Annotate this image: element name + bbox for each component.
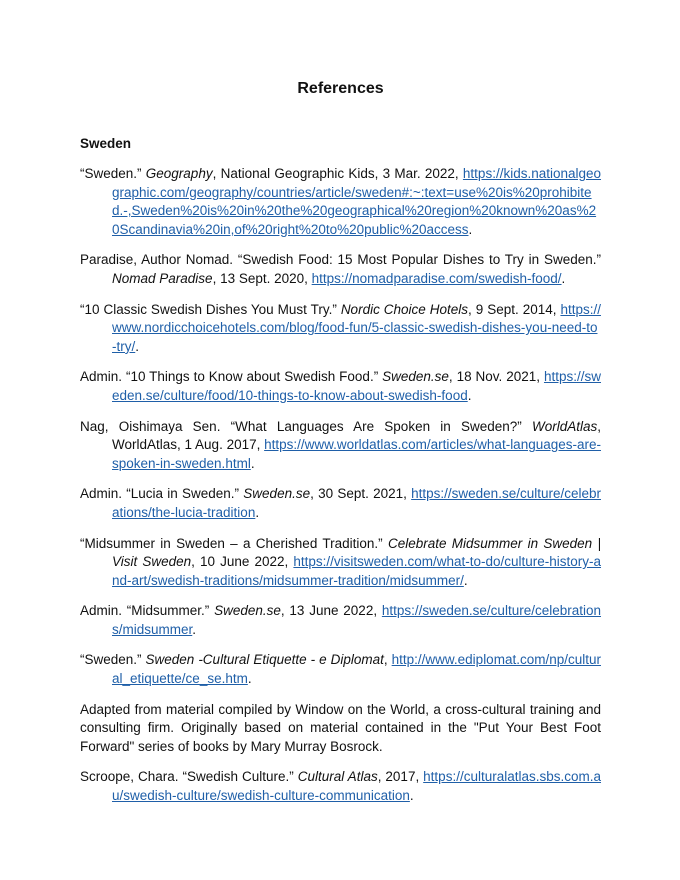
reference-entry (80, 368, 601, 405)
source-title: Geography (145, 166, 213, 181)
reference-entry (80, 301, 601, 357)
citation-details: , 2017, (377, 769, 424, 785)
citation-details: , 9 Sept. 2014, (468, 301, 561, 317)
citation-text: Nag, Oishimaya Sen. “What Languages Are Spoken in Sweden?” (80, 418, 532, 434)
citation-text: “Sweden.” (80, 166, 146, 181)
reference-entry (80, 485, 601, 522)
citation-text: “Midsummer in Sweden – a Cherished Tradition.” (80, 535, 388, 551)
reference-entry (80, 768, 601, 805)
citation-details: , 18 Nov. 2021, (448, 369, 544, 385)
citation-details: , 13 Sept. 2020, (212, 270, 312, 286)
citation-text: “10 Classic Swedish Dishes You Must Try.” (80, 301, 341, 317)
citation-text: Admin. “10 Things to Know about Swedish Food.” (80, 369, 383, 385)
reference-link[interactable]: https://nomadparadise.com/swedish-food/ (311, 270, 562, 286)
reference-entry (80, 535, 601, 591)
source-title: Sweden -Cultural Etiquette - e Diplomat (145, 652, 384, 668)
citation-details: , 30 Sept. 2021, (310, 486, 412, 502)
citation-details: , 10 June 2022, (191, 554, 294, 570)
source-title: Sweden.se (243, 486, 311, 502)
adaptation-note: Adapted from material compiled by Window on the World, a cross-cultural training and consulting firm. Originally based on material contained in the "Put Your Best Foot Forward" series of books by Mary Murray Bosrock. (80, 701, 601, 754)
reference-link[interactable]: https://www.worldatlas.com/articles/what-languages-are-spoken-in-sweden.html (112, 437, 601, 471)
reference-link[interactable]: https://kids.nationalgeographic.com/geography/countries/article/sweden#:~:text=use%20is%20prohibited.-,Sweden%20is%20in%20the%20geographical%20region%20known%20as%20Scandinavia%20in,of%20right%20to%20public%20access (112, 166, 602, 237)
citation-end: . (192, 621, 197, 637)
page-title: References (297, 80, 384, 97)
source-title: Sweden.se (214, 603, 281, 619)
source-title: Sweden.se (382, 369, 449, 385)
reference-link[interactable]: https://visitsweden.com/what-to-do/culture-history-and-art/swedish-traditions/midsummer-tradition/midsummer/ (112, 554, 602, 588)
citation-end: . (409, 788, 414, 804)
reference-link[interactable]: https://sweden.se/culture/food/10-things-to-know-about-swedish-food (112, 369, 601, 403)
reference-entry (80, 651, 601, 688)
section-heading: Sweden (80, 136, 132, 151)
citation-end: . (250, 455, 255, 471)
citation-text: Admin. “Lucia in Sweden.” (80, 486, 244, 502)
citation-details: , 13 June 2022, (280, 603, 382, 619)
citation-end: . (468, 221, 473, 237)
reference-entry (80, 165, 601, 239)
reference-link[interactable]: https://sweden.se/culture/celebrations/the-lucia-tradition (112, 486, 601, 520)
reference-link[interactable]: http://www.ediplomat.com/np/cultural_etiquette/ce_se.htm (112, 652, 601, 687)
citation-text: Paradise, Author Nomad. “Swedish Food: 15 Most Popular Dishes to Try in Sweden.” (80, 252, 601, 268)
source-title: Nordic Choice Hotels (340, 301, 469, 317)
citation-details: , National Geographic Kids, 3 Mar. 2022, (212, 166, 463, 181)
source-title: WorldAtlas (531, 418, 598, 434)
citation-end: . (467, 387, 472, 403)
citation-end: . (463, 572, 468, 588)
source-title: Cultural Atlas (297, 769, 378, 785)
citation-end: . (255, 504, 260, 520)
citation-details: , WorldAtlas, 1 Aug. 2017, (112, 418, 601, 453)
citation-end: . (247, 671, 252, 687)
citation-text: “Sweden.” (80, 652, 146, 668)
reference-entry (80, 602, 601, 639)
reference-link[interactable]: https://sweden.se/culture/celebrations/midsummer (112, 603, 601, 637)
citation-text: Scroope, Chara. “Swedish Culture.” (80, 769, 298, 785)
source-title: Nomad Paradise (112, 270, 213, 286)
reference-link[interactable]: https://www.nordicchoicehotels.com/blog/food-fun/5-classic-swedish-dishes-you-need-to-try/ (112, 301, 601, 354)
reference-link[interactable]: https://culturalatlas.sbs.com.au/swedish-culture/swedish-culture-communication (112, 769, 601, 804)
reference-entry (80, 251, 601, 288)
citation-details: , (383, 652, 392, 668)
source-title: Celebrate Midsummer in Sweden | Visit Sweden (112, 535, 601, 570)
citation-text: Admin. “Midsummer.” (80, 603, 215, 619)
reference-entry (80, 418, 601, 474)
citation-end: . (561, 270, 566, 286)
citation-end: . (135, 338, 140, 354)
